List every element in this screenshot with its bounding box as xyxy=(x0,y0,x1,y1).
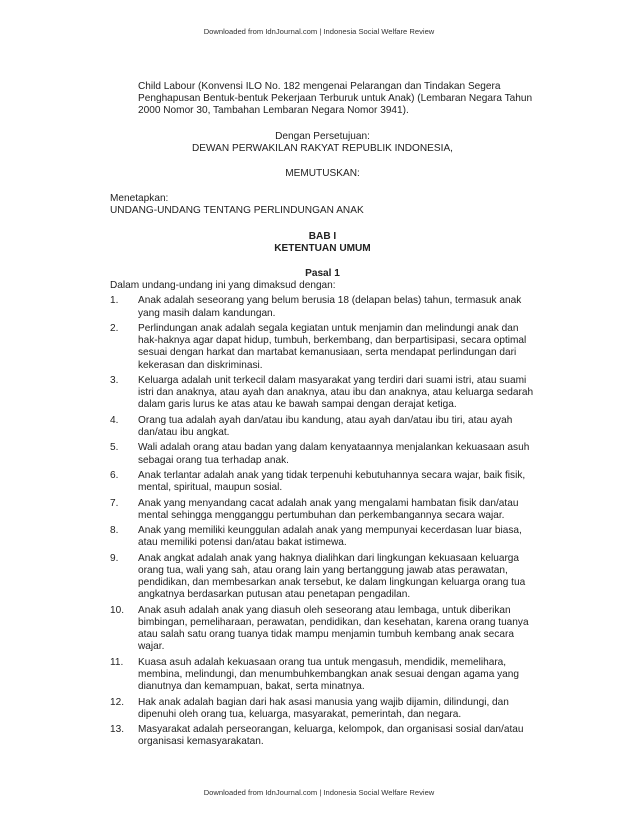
definition-number: 4. xyxy=(110,414,119,426)
definition-item xyxy=(110,375,535,412)
definition-item xyxy=(110,657,535,694)
definition-number: 11. xyxy=(110,656,124,668)
definition-item xyxy=(110,498,535,522)
definition-number: 6. xyxy=(110,470,119,482)
definition-text: Anak yang menyandang cacat adalah anak yang mengalami hambatan fisik dan/atau mental sehingga mengganggu pertumbuhan dan perkembangannya secara wajar. xyxy=(138,497,519,521)
definition-item xyxy=(110,470,535,494)
definition-text: Wali adalah orang atau badan yang dalam kenyataannya menjalankan kekuasaan asuh sebagai orang tua terhadap anak. xyxy=(138,442,530,466)
definition-text: Anak adalah seseorang yang belum berusia 18 (delapan belas) tahun, termasuk anak yang masih dalam kandungan. xyxy=(138,295,522,319)
definition-item xyxy=(110,525,535,549)
definition-item xyxy=(110,415,535,439)
definitions-list xyxy=(110,295,535,748)
definition-text: Keluarga adalah unit terkecil dalam masyarakat yang terdiri dari suami istri, atau suami istri dan anaknya, atau ayah dan anaknya, atau ibu dan anaknya, atau keluarga sedarah dalam garis lurus ke atas atau ke bawah sampai dengan derajat ketiga. xyxy=(138,375,534,411)
definition-item xyxy=(110,605,535,654)
document-body xyxy=(110,81,535,752)
definition-number: 9. xyxy=(110,552,119,564)
definition-number: 5. xyxy=(110,442,119,454)
header-watermark: Downloaded from IdnJournal.com | Indonesia Social Welfare Review xyxy=(203,27,435,36)
definition-number: 12. xyxy=(110,696,125,708)
definition-text: Anak yang memiliki keunggulan adalah anak yang mempunyai kecerdasan luar biasa, atau memiliki potensi dan/atau bakat istimewa. xyxy=(138,525,522,549)
article-heading: Pasal 1 xyxy=(305,268,340,280)
definition-item xyxy=(110,323,535,372)
chapter-title: KETENTUAN UMUM xyxy=(274,242,371,254)
definition-number: 1. xyxy=(110,295,119,307)
article-intro: Dalam undang-undang ini yang dimaksud dengan: xyxy=(110,280,336,292)
definition-text: Masyarakat adalah perseorangan, keluarga, kelompok, dan organisasi sosial dan/atau organisasi kemasyarakatan. xyxy=(138,724,524,748)
approval-label: Dengan Persetujuan: xyxy=(275,130,370,142)
definition-text: Orang tua adalah ayah dan/atau ibu kandung, atau ayah dan/atau ibu tiri, atau ayah dan/atau ibu angkat. xyxy=(138,414,513,439)
definition-number: 3. xyxy=(110,375,119,387)
law-title: UNDANG-UNDANG TENTANG PERLINDUNGAN ANAK xyxy=(110,205,364,217)
definition-text: Anak asuh adalah anak yang diasuh oleh seseorang atau lembaga, untuk diberikan bimbingan, pemeliharaan, perawatan, pendidikan, dan kesehatan, karena orang tuanya atau salah satu orang tuanya tidak mampu menjamin tumbuh kembang anak secara wajar. xyxy=(138,604,529,653)
definition-item xyxy=(110,697,535,721)
definition-text: Anak terlantar adalah anak yang tidak terpenuhi kebutuhannya secara wajar, baik fisik, mental, spiritual, maupun sosial. xyxy=(138,470,526,494)
definition-number: 7. xyxy=(110,497,119,509)
definition-text: Hak anak adalah bagian dari hak asasi manusia yang wajib dijamin, dilindungi, dan dipenuhi oleh orang tua, keluarga, masyarakat, pemerintah, dan negara. xyxy=(138,696,509,720)
definition-text: Perlindungan anak adalah segala kegiatan untuk menjamin dan melindungi anak dan hak-haknya agar dapat hidup, tumbuh, berkembang, dan berpartisipasi, secara optimal sesuai dengan harkat dan martabat kemanusiaan, serta mendapat perlindungan dari kekerasan dan diskriminasi. xyxy=(138,323,527,371)
definition-number: 2. xyxy=(110,323,119,335)
decision-heading: MEMUTUSKAN: xyxy=(285,168,360,180)
definition-item xyxy=(110,442,535,466)
footer-watermark: Downloaded from IdnJournal.com | Indonesia Social Welfare Review xyxy=(203,788,435,797)
chapter-number: BAB I xyxy=(308,230,337,242)
intro-paragraph: Child Labour (Konvensi ILO No. 182 mengenai Pelarangan dan Tindakan Segera Penghapusan Bentuk-bentuk Pekerjaan Terburuk untuk Anak) (Lembaran Negara Tahun 2000 Nomor 30, Tambahan Lembaran Negara Nomor 3941). xyxy=(138,81,533,117)
definition-item xyxy=(110,295,535,319)
definition-item xyxy=(110,553,535,602)
definition-number: 8. xyxy=(110,525,119,537)
enact-label: Menetapkan: xyxy=(110,193,169,205)
approval-body: DEWAN PERWAKILAN RAKYAT REPUBLIK INDONESIA, xyxy=(191,142,453,154)
definition-number: 10. xyxy=(110,604,125,616)
definition-item xyxy=(110,724,535,748)
definition-number: 13. xyxy=(110,724,125,736)
definition-text: Kuasa asuh adalah kekuasaan orang tua untuk mengasuh, mendidik, memelihara, membina, melindungi, dan menumbuhkembangkan anak sesuai dengan agama yang dianutnya dan kemampuan, bakat, serta minatnya. xyxy=(138,656,520,693)
definition-text: Anak angkat adalah anak yang haknya dialihkan dari lingkungan kekuasaan keluarga orang tua, wali yang sah, atau orang lain yang bertanggung jawab atas perawatan, pendidikan, dan membesarkan anak tersebut, ke dalam lingkungan keluarga orang tua angkatnya berdasarkan putusan atau penetapan pengadilan. xyxy=(138,552,526,601)
